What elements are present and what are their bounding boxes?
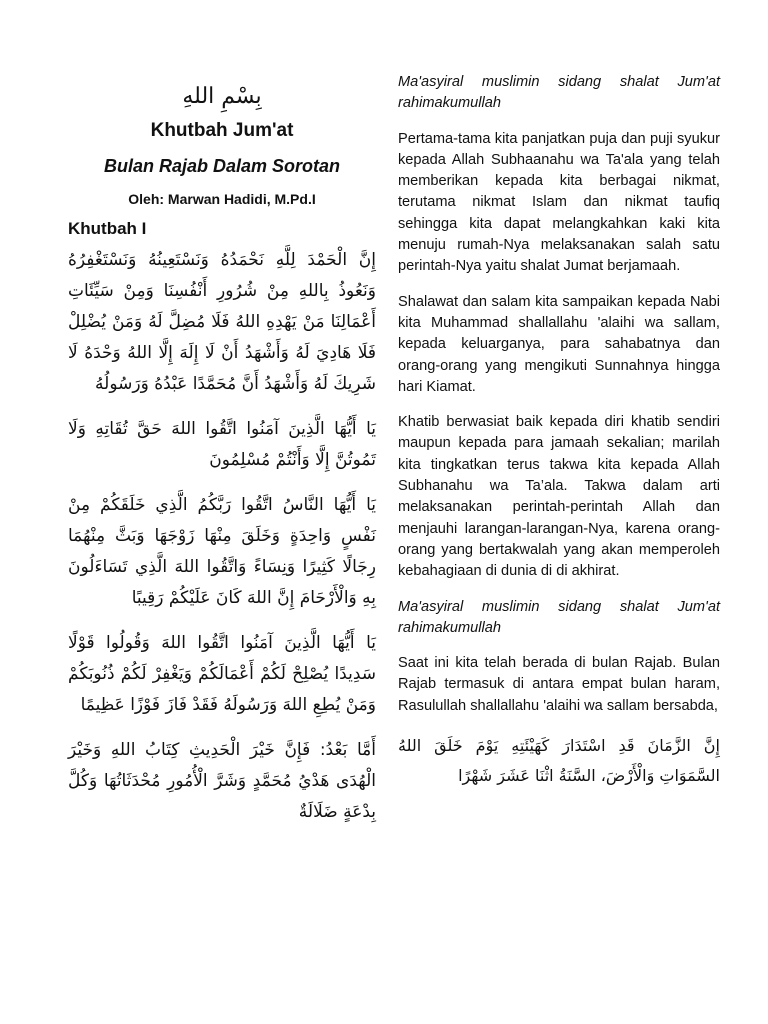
- basmalah-calligraphy: بِسْمِ اللهِ: [182, 84, 262, 109]
- body-paragraph: Saat ini kita telah berada di bulan Rajab. Bulan Rajab termasuk di antara empat bulan haram, Rasulullah shallallahu 'alaihi wa sallam bersabda,: [398, 655, 720, 714]
- arabic-verse-an-nisa: يَا أَيُّهَا النَّاسُ اتَّقُوا رَبَّكُمُ الَّذِي خَلَقَكُمْ مِنْ نَفْسٍ وَاحِدَةٍ وَخَلَقَ مِنْهَا زَوْجَهَا وَبَثَّ مِنْهُمَا رِجَالًا كَثِيرًا وَنِسَاءً وَاتَّقُوا اللهَ الَّذِي تَسَاءَلُونَ بِهِ وَالْأَرْحَامَ إِنَّ اللهَ كَانَ عَلَيْكُمْ رَقِيبًا: [68, 495, 376, 608]
- document-title: Khutbah Jum'at: [150, 120, 294, 141]
- body-paragraph: Khatib berwasiat baik kepada diri khatib sendiri maupun kepada para jamaah sekalian; marilah kita tingkatkan terus takwa kita kepada Allah Subhanahu wa Ta’ala. Takwa dalam arti melaksanakan perintah-perintah Allah dan menjauhi larangan-larangan-Nya, karena orang-orang yang bertakwalah yang akan memperoleh kebahagiaan di dunia di di akhirat.: [398, 414, 720, 580]
- arabic-opening-praise: إِنَّ الْحَمْدَ لِلَّهِ نَحْمَدُهُ وَنَسْتَعِينُهُ وَنَسْتَغْفِرُهُ وَنَعُوذُ بِاللهِ مِنْ شُرُورِ أَنْفُسِنَا وَمِنْ سَيِّئَاتِ أَعْمَالِنَا مَنْ يَهْدِهِ اللهُ فَلَا مُضِلَّ لَهُ وَمَنْ يُضْلِلْ فَلَا هَادِيَ لَهُ وَأَشْهَدُ أَنْ لَا إِلَهَ إِلَّا اللهُ وَحْدَهُ لَا شَرِيكَ لَهُ وَأَشْهَدُ أَنَّ مُحَمَّدًا عَبْدُهُ وَرَسُولُهُ: [68, 250, 376, 394]
- left-column: [68, 82, 376, 842]
- arabic-verse-al-ahzab: يَا أَيُّهَا الَّذِينَ آمَنُوا اتَّقُوا اللهَ وَقُولُوا قَوْلًا سَدِيدًا يُصْلِحْ لَكُمْ أَعْمَالَكُمْ وَيَغْفِرْ لَكُمْ ذُنُوبَكُمْ وَمَنْ يُطِعِ اللهَ وَرَسُولَهُ فَقَدْ فَازَ فَوْزًا عَظِيمًا: [68, 633, 376, 715]
- arabic-verse-ali-imran: يَا أَيُّهَا الَّذِينَ آمَنُوا اتَّقُوا اللهَ حَقَّ تُقَاتِهِ وَلَا تَمُوتُنَّ إِلَّا وَأَنْتُمْ مُسْلِمُونَ: [68, 419, 376, 470]
- greeting-paragraph: Ma'asyiral muslimin sidang shalat Jum'at rahimakumullah: [398, 74, 720, 112]
- greeting-paragraph: Ma'asyiral muslimin sidang shalat Jum'at rahimakumullah: [398, 598, 720, 636]
- arabic-amma-badu: أَمَّا بَعْدُ: فَإِنَّ خَيْرَ الْحَدِيثِ كِتَابُ اللهِ وَخَيْرَ الْهُدَى هَدْيُ مُحَمَّدٍ وَشَرَّ الْأُمُورِ مُحْدَثَاتُهَا وَكُلَّ بِدْعَةٍ ضَلَالَةٌ: [68, 740, 376, 822]
- document-subtitle: Bulan Rajab Dalam Sorotan: [103, 156, 341, 176]
- right-column: [398, 72, 720, 805]
- author-line: Oleh: Marwan Hadidi, M.Pd.I: [128, 191, 316, 207]
- section-heading: Khutbah I: [68, 219, 147, 238]
- arabic-hadith: إِنَّ الزَّمَانَ قَدِ اسْتَدَارَ كَهَيْئَتِهِ يَوْمَ خَلَقَ اللهُ السَّمَوَاتِ وَالْأَرْضَ، السَّنَةُ اثْنَا عَشَرَ شَهْرًا: [398, 736, 720, 786]
- body-paragraph: Shalawat dan salam kita sampaikan kepada Nabi kita Muhammad shallallahu 'alaihi wa sallam, kepada keluarganya, para sahabatnya dan orang-orang yang mengikuti Sunnahnya hingga hari Kiamat.: [398, 293, 720, 395]
- body-paragraph: Pertama-tama kita panjatkan puja dan puji syukur kepada Allah Subhaanahu wa Ta'ala yang telah memberikan kepada kita berbagai nikmat, terutama nikmat Islam dan nikmat taufiq sehingga kita dapat melangkahkan kaki kita menuju rumah-Nya melaksanakan salah satu perintah-Nya yaitu shalat Jumat berjamaah.: [398, 130, 720, 275]
